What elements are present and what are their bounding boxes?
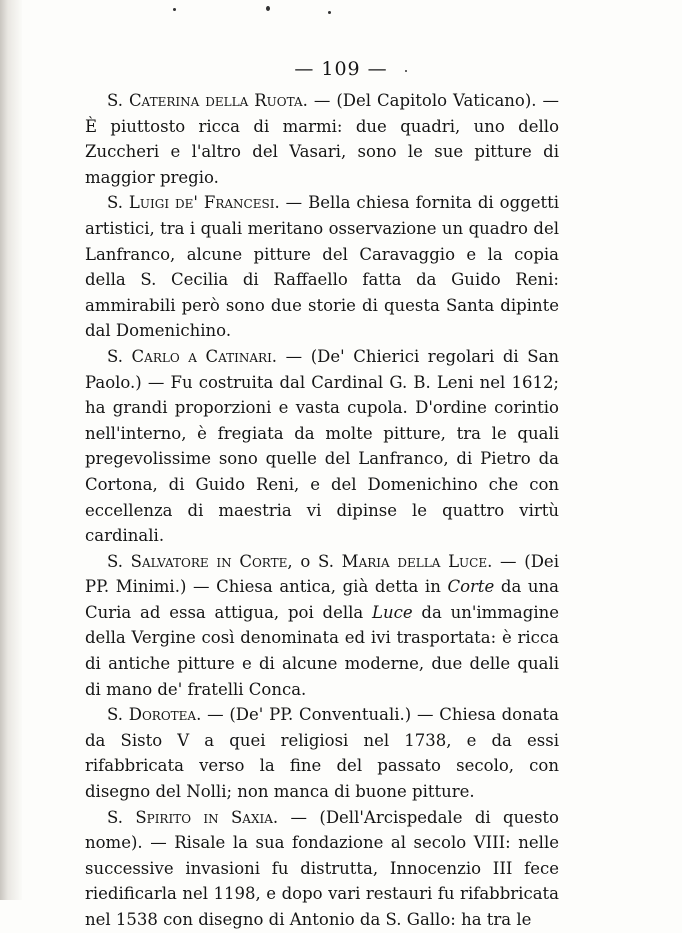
entry-text: — (Del Capitolo Vaticano). — È piuttosto ricca di marmi: due quadri, uno dello Zuccheri e l'altro del Vasari, sono le sue pitture di maggior pregio.	[85, 91, 559, 187]
ink-speck	[173, 8, 176, 11]
entry-text: da un'immagine della Vergine così denominata ed ivi trasportata: è ricca di antiche pitture e di alcune moderne, due delle quali di mano de' fratelli Conca.	[85, 602, 559, 699]
entry-text-italic: Corte	[447, 577, 495, 597]
entry-text: — (De' PP. Conventuali.) — Chiesa donata da Sisto V a quei religiosi nel 1738, e da essi rifabbricata verso la fine del passato secolo, con disegno del Nolli; non manca di buone pitture.	[85, 705, 559, 802]
entry-caterina	[85, 88, 559, 190]
entry-heading: S. Caterina della Ruota.	[107, 91, 308, 110]
entry-carlo	[85, 344, 559, 549]
entry-spirito	[85, 805, 559, 933]
entry-heading-join: o	[292, 551, 318, 571]
entry-text: — (Dell'Arcispedale di questo nome). — Risale la sua fondazione al secolo VIII: nelle successive invasioni fu distrutta, Innocenzio III fece riedificarla nel 1198, e dopo vari restauri fu rifabbricata nel 1538 con disegno di Antonio da S. Gallo: ha tra le	[85, 807, 559, 929]
page-body	[85, 88, 559, 933]
entry-salvatore	[85, 549, 559, 703]
entry-heading-secondary: S. Maria della Luce.	[318, 551, 493, 571]
entry-luigi	[85, 190, 559, 344]
entry-heading: S. Luigi de' Francesi.	[107, 193, 280, 213]
entry-text: — Bella chiesa fornita di oggetti artistici, tra i quali meritano osservazione un quadro del Lanfranco, alcune pitture del Caravaggio e la copia della S. Cecilia di Raffaello fatta da Guido Reni: ammirabili però sono due storie di questa Santa dipinte dal Domenichino.	[85, 193, 560, 341]
entry-heading: S. Carlo a Catinari.	[107, 346, 278, 366]
page-edge-shadow	[0, 0, 22, 900]
entry-heading: S. Salvatore in Corte,	[107, 551, 293, 571]
page-number: — 109 —	[294, 58, 388, 80]
entry-heading: S. Spirito in Saxia.	[107, 807, 279, 827]
entry-heading: S. Dorotea.	[107, 705, 202, 725]
entry-text: da una Curia ad essa attigua, poi della	[85, 577, 560, 622]
ink-speck	[328, 11, 331, 14]
entry-dorotea	[85, 702, 559, 804]
entry-text: — (De' Chierici regolari di San Paolo.) — Fu costruita dal Cardinal G. B. Leni nel 1612; ha grandi proporzioni e vasta cupola. D'ordine corintio nell'interno, è fregiata da molte pitture, tra le quali pregevolissime sono quelle del Lanfranco, di Pietro da Cortona, di Guido Reni, e del Domenichino che con eccellenza di maestria vi dipinse le quattro virtù cardinali.	[85, 346, 559, 546]
entry-text-italic: Luce	[372, 602, 413, 622]
ink-speck	[266, 6, 270, 11]
entry-text: — (Dei PP. Minimi.) — Chiesa antica, già detta in	[85, 551, 559, 597]
